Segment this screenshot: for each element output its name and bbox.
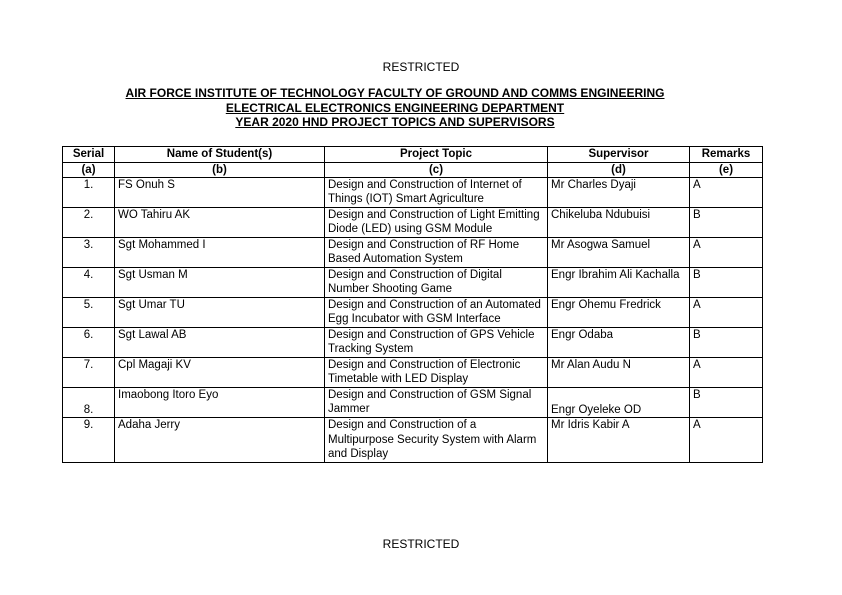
student-name-cell: Imaobong Itoro Eyo: [115, 387, 325, 418]
table-row: [63, 327, 763, 357]
supervisor-cell: Engr Ohemu Fredrick: [548, 297, 690, 327]
table-row: [63, 357, 763, 387]
supervisor-cell: Mr Charles Dyaji: [548, 177, 690, 207]
project-topic-cell: Design and Construction of an Automated Egg Incubator with GSM Interface: [325, 297, 548, 327]
column-header-remarks: Remarks: [690, 147, 763, 163]
project-topic-cell: Design and Construction of a Multipurpose Security System with Alarm and Display: [325, 418, 548, 463]
project-topic-cell: Design and Construction of RF Home Based Automation System: [325, 237, 548, 267]
column-header-name: Name of Student(s): [115, 147, 325, 163]
project-topic-cell: Design and Construction of Electronic Timetable with LED Display: [325, 357, 548, 387]
remarks-cell: B: [690, 207, 763, 237]
student-name-cell: Sgt Usman M: [115, 267, 325, 297]
column-header-supervisor: Supervisor: [548, 147, 690, 163]
remarks-cell: A: [690, 237, 763, 267]
supervisor-cell: Mr Asogwa Samuel: [548, 237, 690, 267]
column-key-d: (d): [548, 162, 690, 177]
column-key-e: (e): [690, 162, 763, 177]
project-topic-cell: Design and Construction of Digital Number Shooting Game: [325, 267, 548, 297]
remarks-cell: B: [690, 267, 763, 297]
supervisor-cell: Mr Idris Kabir A: [548, 418, 690, 463]
column-key-b: (b): [115, 162, 325, 177]
remarks-cell: A: [690, 418, 763, 463]
supervisor-cell: Mr Alan Audu N: [548, 357, 690, 387]
project-topics-table: [62, 146, 763, 463]
supervisor-cell: Engr Oyeleke OD: [548, 387, 690, 418]
table-row: [63, 237, 763, 267]
serial-cell: 5.: [63, 297, 115, 327]
student-name-cell: Cpl Magaji KV: [115, 357, 325, 387]
column-key-c: (c): [325, 162, 548, 177]
remarks-cell: A: [690, 177, 763, 207]
serial-cell: 8.: [63, 387, 115, 418]
column-key-a: (a): [63, 162, 115, 177]
supervisor-cell: Engr Odaba: [548, 327, 690, 357]
serial-cell: 4.: [63, 267, 115, 297]
student-name-cell: FS Onuh S: [115, 177, 325, 207]
remarks-cell: A: [690, 297, 763, 327]
remarks-cell: B: [690, 327, 763, 357]
table-row: [63, 267, 763, 297]
student-name-cell: Sgt Umar TU: [115, 297, 325, 327]
student-name-cell: Sgt Lawal AB: [115, 327, 325, 357]
classification-footer: RESTRICTED: [382, 537, 460, 551]
serial-cell: 1.: [63, 177, 115, 207]
remarks-cell: B: [690, 387, 763, 418]
student-name-cell: WO Tahiru AK: [115, 207, 325, 237]
serial-cell: 6.: [63, 327, 115, 357]
serial-cell: 9.: [63, 418, 115, 463]
remarks-cell: A: [690, 357, 763, 387]
column-header-serial: Serial: [63, 147, 115, 163]
supervisor-cell: Chikeluba Ndubuisi: [548, 207, 690, 237]
project-topic-cell: Design and Construction of Light Emitting Diode (LED) using GSM Module: [325, 207, 548, 237]
heading-line-1: AIR FORCE INSTITUTE OF TECHNOLOGY FACULTY OF GROUND AND COMMS ENGINEERING: [125, 86, 665, 100]
project-topic-cell: Design and Construction of GPS Vehicle Tracking System: [325, 327, 548, 357]
serial-cell: 3.: [63, 237, 115, 267]
column-header-topic: Project Topic: [325, 147, 548, 163]
heading-line-3: YEAR 2020 HND PROJECT TOPICS AND SUPERVISORS: [235, 115, 555, 129]
document-heading: [0, 86, 790, 130]
table-row: [63, 297, 763, 327]
table-row: [63, 418, 763, 463]
project-topic-cell: Design and Construction of Internet of Things (IOT) Smart Agriculture: [325, 177, 548, 207]
student-name-cell: Sgt Mohammed I: [115, 237, 325, 267]
table-row: [63, 387, 763, 418]
classification-header: RESTRICTED: [382, 60, 460, 74]
table-row: [63, 207, 763, 237]
student-name-cell: Adaha Jerry: [115, 418, 325, 463]
supervisor-cell: Engr Ibrahim Ali Kachalla: [548, 267, 690, 297]
serial-cell: 7.: [63, 357, 115, 387]
table-row: [63, 177, 763, 207]
heading-line-2: ELECTRICAL ELECTRONICS ENGINEERING DEPARTMENT: [225, 100, 565, 115]
project-topic-cell: Design and Construction of GSM Signal Jammer: [325, 387, 548, 418]
serial-cell: 2.: [63, 207, 115, 237]
